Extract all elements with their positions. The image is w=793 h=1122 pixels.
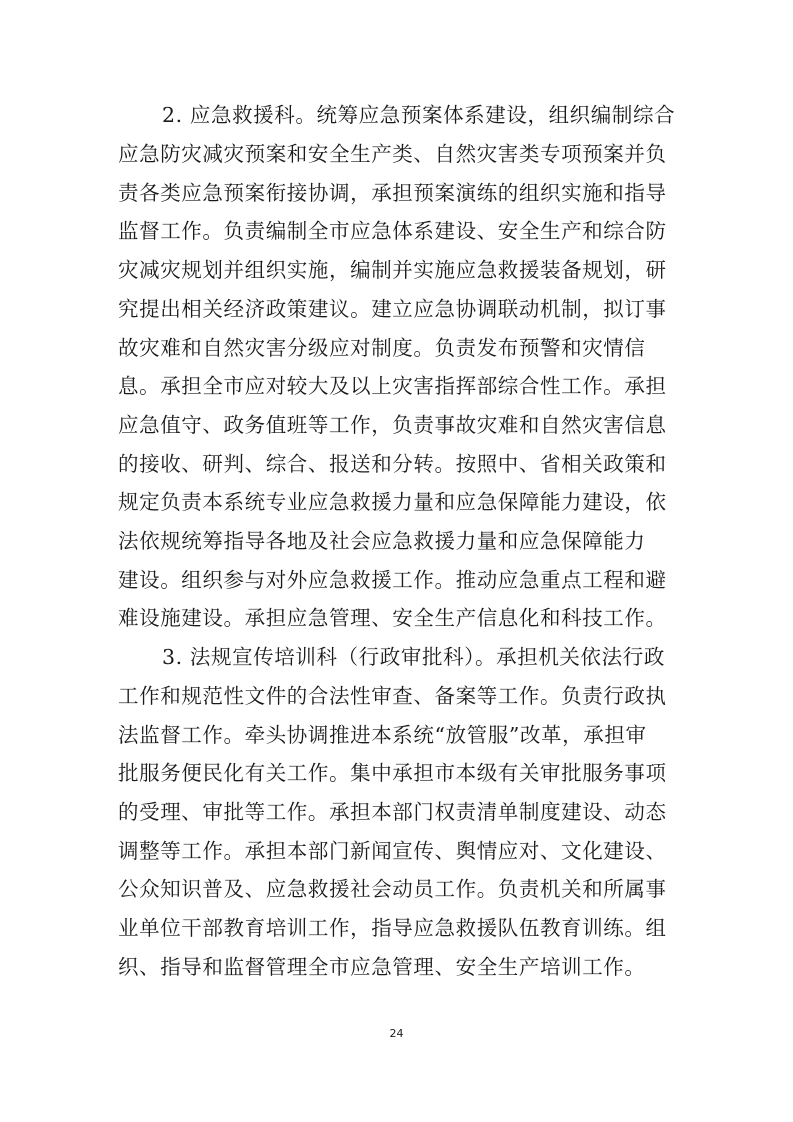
- text-line: 的受理、审批等工作。承担本部门权责清单制度建设、动态: [118, 800, 667, 824]
- text-line: 法监督工作。牵头协调推进本系统“放管服”改革，承担审: [118, 723, 647, 747]
- text-line: 故灾难和自然灾害分级应对制度。负责发布预警和灾情信: [118, 336, 646, 360]
- text-line: 2. 应急救援科。统筹应急预案体系建设，组织编制综合: [162, 103, 676, 127]
- text-line: 工作和规范性文件的合法性审查、备案等工作。负责行政执: [118, 684, 667, 708]
- text-line: 3. 法规宣传培训科（行政审批科）。承担机关依法行政: [162, 645, 665, 669]
- text-line: 批服务便民化有关工作。集中承担市本级有关审批服务事项: [118, 761, 667, 785]
- page-number: 24: [389, 1027, 404, 1040]
- text-line: 织、指导和监督管理全市应急管理、安全生产培训工作。: [118, 955, 646, 979]
- text-line: 究提出相关经济政策建议。建立应急协调联动机制，拟订事: [118, 297, 667, 321]
- text-line: 灾减灾规划并组织实施，编制并实施应急救援装备规划，研: [118, 258, 667, 282]
- text-line: 的接收、研判、综合、报送和分转。按照中、省相关政策和: [118, 452, 667, 476]
- text-line: 建设。组织参与对外应急救援工作。推动应急重点工程和避: [118, 568, 667, 592]
- text-line: 应急防灾减灾预案和安全生产类、自然灾害类专项预案并负: [118, 142, 667, 166]
- text-line: 应急值守、政务值班等工作，负责事故灾难和自然灾害信息: [118, 413, 667, 437]
- text-line: 难设施建设。承担应急管理、安全生产信息化和科技工作。: [118, 606, 667, 630]
- text-line: 监督工作。负责编制全市应急体系建设、安全生产和综合防: [118, 219, 667, 243]
- text-line: 责各类应急预案衔接协调，承担预案演练的组织实施和指导: [118, 181, 667, 205]
- text-line: 规定负责本系统专业应急救援力量和应急保障能力建设，依: [118, 490, 667, 514]
- text-line: 公众知识普及、应急救援社会动员工作。负责机关和所属事: [118, 877, 667, 901]
- text-line: 业单位干部教育培训工作，指导应急救援队伍教育训练。组: [118, 916, 667, 940]
- text-line: 息。承担全市应对较大及以上灾害指挥部综合性工作。承担: [118, 374, 667, 398]
- text-line: 调整等工作。承担本部门新闻宣传、舆情应对、文化建设、: [118, 839, 667, 863]
- text-line: 法依规统筹指导各地及社会应急救援力量和应急保障能力: [118, 529, 646, 553]
